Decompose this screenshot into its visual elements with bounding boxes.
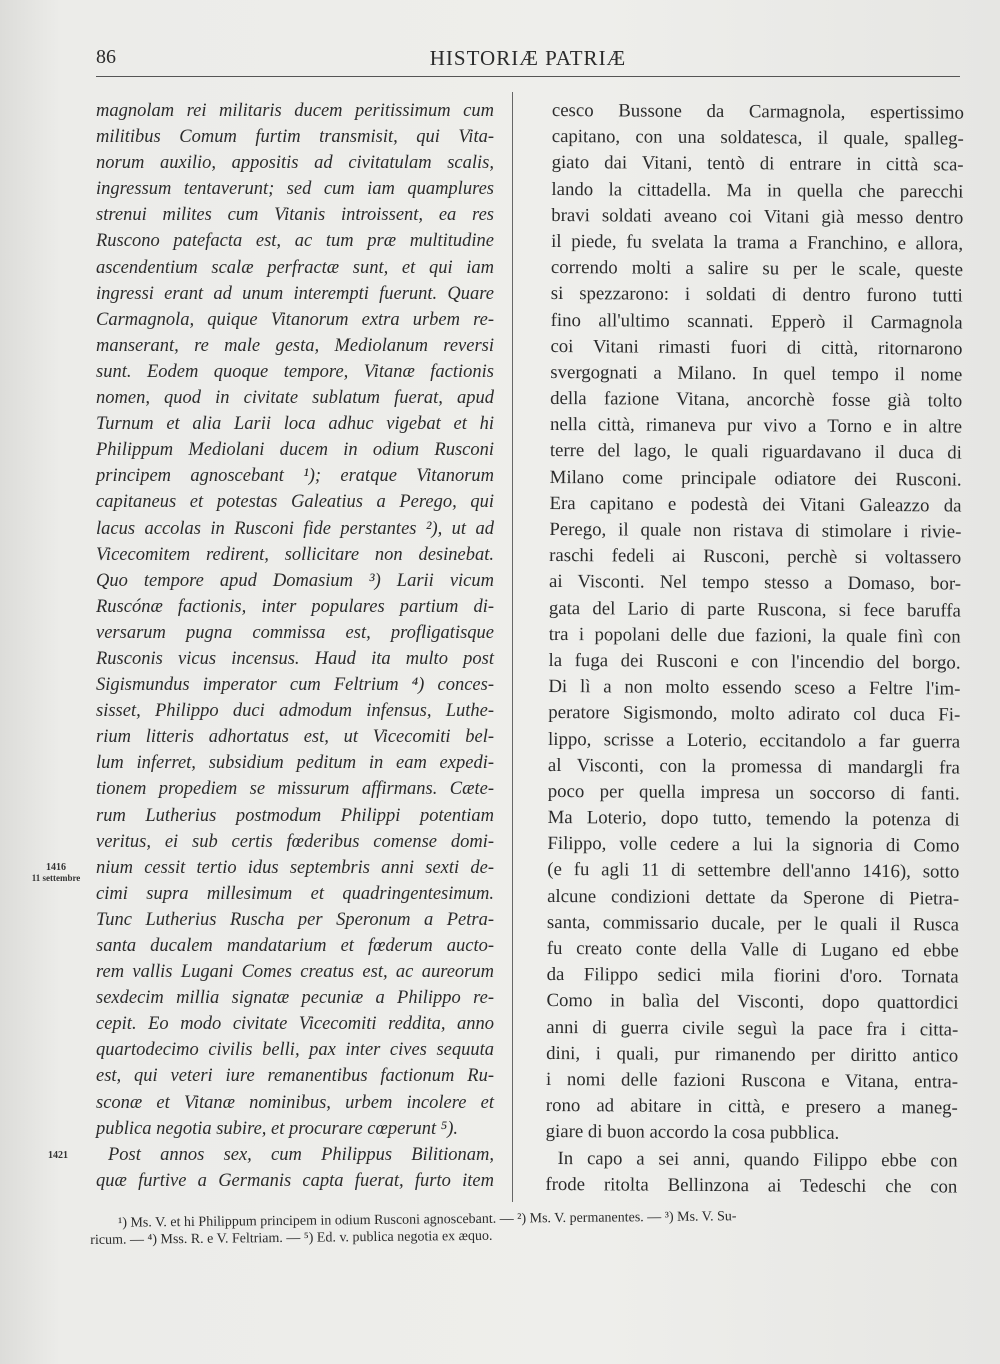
text-line: sisset, Philippo duci admodum infensus, Luthe- [96, 701, 494, 722]
text-line: rum Lutherius postmodum Philippi potentiam [96, 805, 494, 826]
text-line: sconæ et Vitanæ nominibus, urbem incolere et [96, 1092, 494, 1113]
text-line: Ruscónæ factionis, inter populares partium di- [96, 596, 494, 617]
text-line: terre del lago, le quali riguardavano il duca di [549, 440, 962, 464]
text-line: Vicecomitem redirent, sollicitare non desinebat. [96, 544, 494, 565]
text-line: sexdecim millia signatæ pecuniæ a Philippo re- [96, 988, 494, 1009]
text-line: Perego, il quale non ristava di stimolare i rivie- [549, 518, 962, 543]
text-line: Sigismundus imperator cum Feltrium ⁴) conces- [96, 675, 494, 696]
text-line: quartodecimo civilis belli, pax inter cives sequuta [96, 1040, 494, 1061]
text-line: Milano come principale odiatore dei Rusconi. [549, 466, 962, 491]
text-line: magnolam rei militaris ducem peritissimum cum [96, 101, 494, 121]
text-line: tionem propediem se missurum affirmans. Cæte- [96, 779, 494, 800]
text-line: lando la cittadella. Ma in quella che parecchi [551, 178, 964, 203]
page-number: 86 [96, 46, 116, 68]
margin-date-year: 1416 [46, 862, 66, 873]
text-line: lippo, scrisse a Loterio, eccitandolo a far guerra [548, 728, 961, 753]
text-line: Carmagnola, quique Vitanorum extra urbem re- [96, 309, 494, 330]
text-line: ingressi erant ad unum interempti fuerunt. Quare [96, 283, 494, 304]
text-line: gata del Lario di parte Ruscona, si fece baruffa [548, 597, 961, 622]
text-line: nomen, quod in civitate sublatum fuerat, apud [96, 388, 494, 409]
text-line: nium cessit tertio idus septembris anni sexti de- [96, 857, 494, 878]
page-header [96, 42, 960, 72]
text-line: veritus, ei sub certis fœderibus comense domi- [96, 831, 494, 852]
text-line: santa ducalem mandatarium et fœderum aucto- [96, 936, 494, 956]
text-line: il piede, fu svelata la trama a Franchino, e allora, [551, 230, 964, 255]
text-line: publica negotia subire, et procurare cœperunt ⁵). [96, 1118, 458, 1139]
text-line: Turnum et alia Larii loca adhuc vigebat et hi [96, 414, 494, 435]
text-line: est, qui veteri iure remanentibus factionum Ru- [96, 1066, 494, 1087]
text-line: Ma Loterio, dopo tutto, temendo la potenza di [547, 807, 960, 831]
text-line: Rusconis vicus incensus. Haud ita multo post [96, 648, 494, 669]
footnote-line: ricum. — ⁴) Mss. R. e V. Feltriam. — ⁵) Ed. v. publica negotia ex æquo. [90, 1228, 493, 1248]
text-line: poco per quella impresa un soccorso di fanti. [547, 780, 960, 805]
text-line: santa, commissario ducale, per le quali il Rusca [546, 911, 960, 936]
text-line: tra i popolani delle due fazioni, la quale finì con [548, 623, 961, 648]
text-line: cimi supra millesimum et quadringentesimum. [96, 883, 494, 904]
text-line: dini, i quali, pur rimanendo per diritto antico [546, 1042, 959, 1067]
text-line: ascendentium scalæ perfractæ sunt, et qui iam [96, 257, 494, 278]
text-line: militibus Comum furtim transmisit, qui Vita- [96, 127, 494, 148]
text-line: Era capitano e podestà dei Vitani Galeazzo da [549, 492, 962, 517]
text-line: anni di guerra civile seguì la pace fra i citta- [546, 1016, 959, 1041]
text-line: fu creato conte della Valle di Lugano ed ebbe [546, 937, 959, 962]
text-line: alcune condizioni dettate da Sperone di Pietra- [547, 885, 960, 910]
text-line: versarum pugna commissa est, profligatisque [96, 622, 494, 643]
text-line: norum auxilio, appositis ad civitatulam scalis, [96, 153, 494, 174]
text-line: lacus accolas in Rusconi fide perstantes ²), ut ad [96, 518, 494, 539]
text-line: rium litteris adhortatus est, ut Vicecomiti bel- [96, 727, 494, 748]
text-line: correndo molti a salire su per le scale, queste [550, 257, 964, 281]
latin-text-column [96, 98, 494, 1194]
text-line: cepit. Eo modo civitate Vicecomiti reddita, anno [96, 1014, 494, 1035]
margin-date-year: 1421 [48, 1150, 68, 1161]
text-line: giare di buon accordo la cosa pubblica. [545, 1121, 840, 1145]
column-divider [512, 92, 513, 1202]
margin-date-1421 [40, 1150, 76, 1161]
text-line: capitano, con una soldatesca, il quale, spalleg- [551, 126, 964, 150]
text-line: raschi fedeli ai Rusconi, perchè si voltassero [549, 545, 962, 569]
margin-date-1416 [28, 862, 84, 884]
text-line: lum inferret, subsidium peditum in eam expedi- [96, 753, 494, 774]
text-line: Philippum Mediolani ducem in odium Rusconi [96, 440, 494, 461]
margin-date-day: 11 settembre [31, 873, 81, 883]
text-line: rono ad abitare in città, e presero a maneg- [545, 1095, 958, 1119]
text-line: In capo a sei anni, quando Filippo ebbe con [557, 1147, 958, 1171]
text-line: da Filippo sedici mila fiorini d'oro. Tornata [546, 964, 959, 988]
text-line: peratore Sigismondo, molto adirato col duca Fi- [548, 702, 961, 726]
text-line: ai Visconti. Nel tempo stesso a Domaso, bor- [548, 571, 962, 595]
text-line: Post annos sex, cum Philippus Bilitionam, [108, 1144, 494, 1165]
text-line: ingressum tentaverunt; sed cum iam quamplures [96, 179, 494, 200]
header-rule [96, 76, 960, 77]
text-line: Como in balìa del Visconti, dopo quattordici [546, 990, 959, 1014]
text-line: quæ furtive a Germanis capta fuerat, furto item [96, 1170, 494, 1191]
text-line: Filippo, volle cedere a lui la signoria di Como [547, 833, 960, 857]
footnote-line: ¹) Ms. V. et hi Philippum principem in odium Rusconi agnoscebant. — ²) Ms. V. permanentes. — ³) Ms. V. Su- [118, 1209, 737, 1231]
text-line: giato dai Vitani, tentò di entrare in città sca- [551, 152, 964, 176]
text-line: svergognati a Milano. In quel tempo il nome [550, 361, 963, 386]
text-line: Di lì a non molto essendo sceso a Feltre l'im- [548, 676, 961, 700]
text-line: capitaneus et potestas Galeatius a Perego, qui [96, 492, 494, 513]
text-line: la fuga dei Rusconi e con l'incendio del borgo. [548, 649, 961, 674]
text-line: rem vallis Lugani Comes creatus est, ac aureorum [96, 962, 494, 983]
text-line: fino all'ultimo scannati. Epperò il Carmagnola [550, 309, 963, 334]
text-line: principem agnoscebant ¹); eratque Vitanorum [96, 466, 494, 487]
text-line: frode ritolta Bellinzona ai Tedeschi che con [545, 1173, 958, 1198]
text-line: coi Vitani rimasti fuori di città, ritornarono [550, 335, 963, 360]
text-line: bravi soldati aveano coi Vitani già messo dentro [551, 204, 964, 229]
text-line: Tunc Lutherius Ruscha per Speronum a Petra- [96, 909, 494, 930]
text-line: cesco Bussone da Carmagnola, espertissimo [551, 99, 964, 124]
text-line: sunt. Eodem quoque tempore, Vitanæ factionis [96, 361, 494, 382]
running-title: HISTORIÆ PATRIÆ [429, 46, 627, 70]
italian-text-column [545, 98, 964, 1200]
text-line: nella città, rimaneva pur vivo a Torno e in altre [549, 414, 963, 438]
text-line: Quo tempore apud Domasium ³) Larii vicum [96, 570, 494, 591]
text-line: si spezzarono: i soldati di dentro furono tutti [550, 283, 963, 307]
text-line: della fazione Vitana, ancorchè fosse già tolto [550, 388, 963, 412]
text-line: strenui milites cum Vitanis introissent, ea res [96, 205, 494, 226]
text-line: i nomi delle fazioni Ruscona e Vitana, entra- [545, 1068, 959, 1093]
footnotes [90, 1206, 960, 1249]
text-line: manserant, re male gesta, Mediolanum reversi [96, 335, 494, 356]
text-line: al Visconti, con la promessa di mandargli fra [547, 754, 960, 779]
text-line: Ruscono patefacta est, ac tum præ multitudine [96, 231, 494, 252]
text-line: (e fu agli 11 di settembre dell'anno 1416), sotto [547, 859, 960, 883]
